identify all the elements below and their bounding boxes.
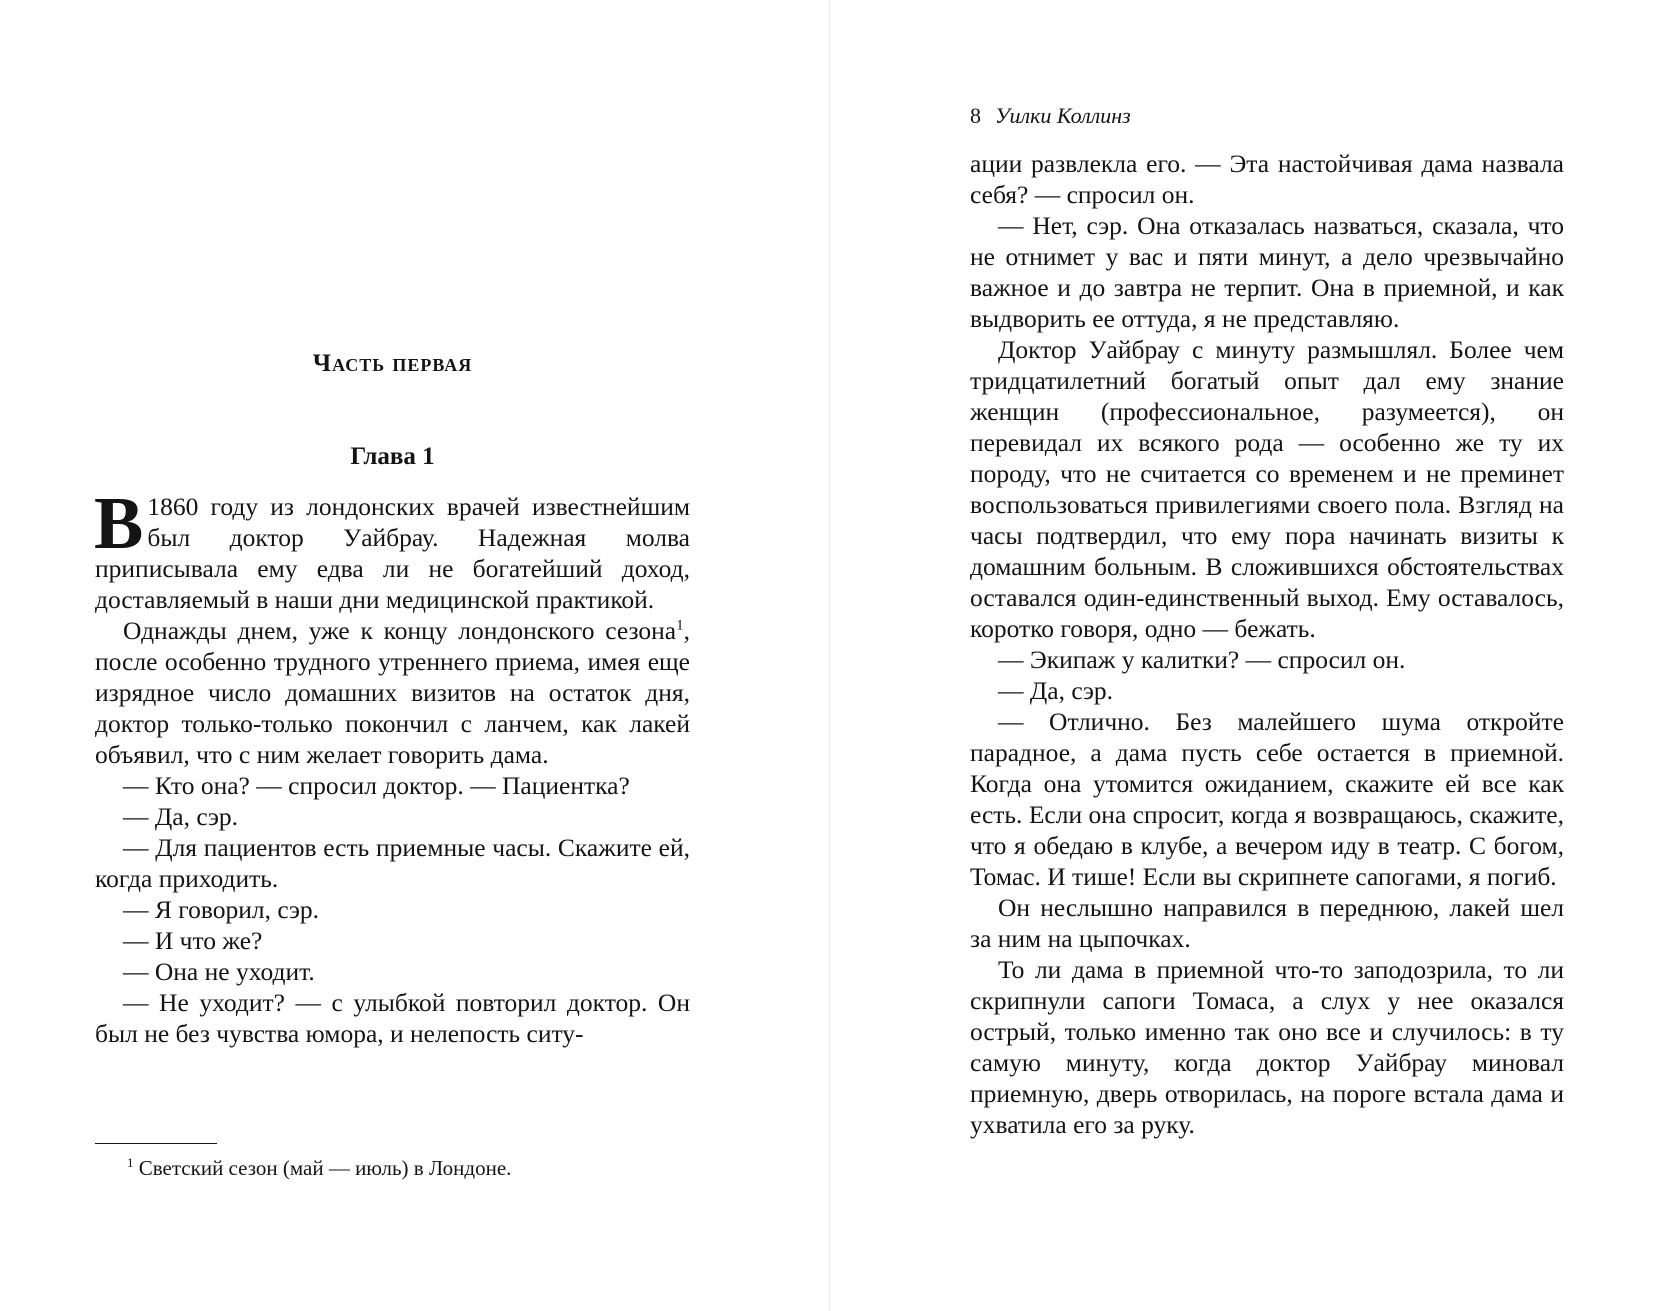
right-page (830, 0, 1659, 1311)
dialogue-line: — Она не уходит. (123, 957, 315, 986)
dialogue-line: — Нет, сэр. Она отказалась назваться, сказала, что не отнимет у вас и пяти минут, а дело чрезвычайно важное и до завтра не терпит. Она в приемной, и как выдворить ее оттуда, я не представляю. (970, 211, 1564, 333)
left-body-text (94, 483, 690, 1049)
dialogue-line: — И что же? (123, 926, 263, 955)
paragraph: То ли дама в приемной что-то заподозрила, то ли скрипнули сапоги Томаса, а слух у нее оказался острый, только именно так оно все и случилось: в ту самую минуту, когда доктор Уайбрау миновал приемную, дверь отворилась, на пороге встала дама и ухватила его за руку. (970, 955, 1564, 1139)
paragraph: Доктор Уайбрау с минуту размышлял. Более чем тридцатилетний богатый опыт дал ему знание женщин (профессиональное, разумеется), он перевидал их всякого рода — особенно же ту их породу, что не считается со временем и не преминет воспользоваться привилегиями своего пола. Взгляд на часы подтвердил, что ему пора начинать визиты к домашним больным. В сложившихся обстоятельствах оставался один-единственный выход. Ему оставалось, коротко говоря, одно — бежать. (970, 335, 1564, 643)
footnote-text: Светский сезон (май — июль) в Лондоне. (138, 1156, 512, 1180)
footnote-divider (95, 1143, 217, 1144)
paragraph-text: , после особенно трудного утреннего приема, имея еще изрядное число домашних визитов на остаток дня, доктор только-только покончил с ланчем, как лакей объявил, что с ним желает говорить дама. (95, 616, 690, 769)
dialogue-line: — Для пациентов есть приемные часы. Скажите ей, когда приходить. (95, 833, 690, 893)
dialogue-line: — Да, сэр. (123, 802, 239, 831)
footnote-reference[interactable]: 1 (676, 617, 684, 634)
paragraph: Он неслышно направился в переднюю, лакей шел за ним на цыпочках. (970, 893, 1564, 953)
dialogue-line: — Да, сэр. (998, 676, 1114, 705)
part-title: Часть первая (312, 350, 473, 377)
chapter-title: Глава 1 (350, 443, 435, 470)
dialogue-line: — Экипаж у калитки? — спросил он. (998, 645, 1406, 674)
paragraph-text: 1860 году из лондонских врачей известнейшим был доктор Уайбрау. Надежная молва приписывала ему едва ли не богатейший доход, доставляемый в наши дни медицинской практикой. (95, 492, 690, 614)
paragraph-text: Однажды днем, уже к концу лондонского сезона (123, 616, 677, 645)
paragraph (95, 615, 690, 770)
drop-cap: В (94, 483, 144, 565)
page-number: 8 (970, 103, 981, 128)
dialogue-line: — Кто она? — спросил доктор. — Пациентка? (123, 771, 630, 800)
dialogue-line: — Отлично. Без малейшего шума откройте парадное, а дама пусть себе остается в приемной. Когда она утомится ожиданием, скажите ей все как есть. Если она спросит, когда я возвращаюсь, скажите, что я обедаю в клубе, а вечером иду в театр. С богом, Томас. И тише! Если вы скрипнете сапогами, я погиб. (970, 707, 1564, 891)
dialogue-line: — Я говорил, сэр. (123, 895, 320, 924)
running-head-author: Уилки Коллинз (995, 103, 1131, 128)
footnote (95, 1154, 690, 1182)
footnote-marker: 1 (127, 1155, 134, 1170)
right-body-text (970, 148, 1564, 1140)
paragraph (94, 483, 690, 615)
left-page (0, 0, 829, 1311)
paragraph: ации развлекла его. — Эта настойчивая дама назвала себя? — спросил он. (970, 149, 1564, 209)
running-head (970, 101, 1131, 131)
dialogue-line: — Не уходит? — с улыбкой повторил доктор. Он был не без чувства юмора, и нелепость ситу- (95, 988, 690, 1048)
